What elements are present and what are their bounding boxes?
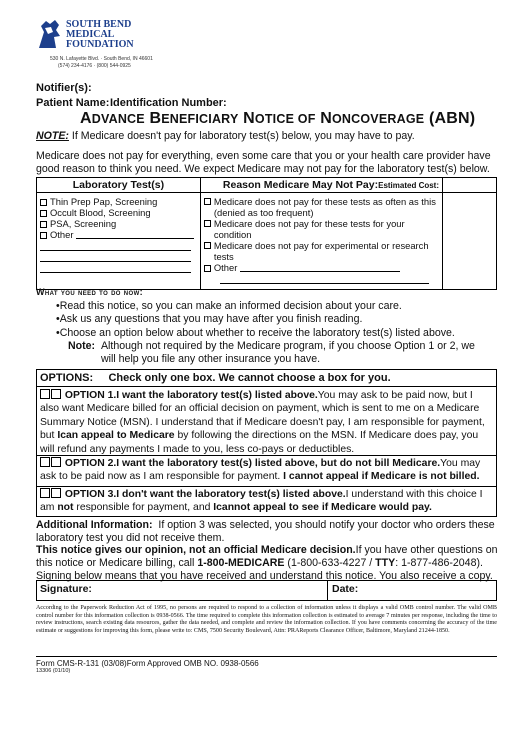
- todo-heading: What you need to do now:: [36, 287, 144, 297]
- checkbox[interactable]: [40, 232, 47, 239]
- page-title: ADVANCE BENEFICIARY NOTICE OF NONCOVERAGE (ABN): [80, 110, 476, 127]
- signature-field[interactable]: Signature:: [37, 581, 328, 600]
- option-1-checkbox[interactable]: [40, 389, 50, 399]
- options-heading: OPTIONS: Check only one box. We cannot choose a box for you.: [37, 370, 496, 387]
- todo-item: •Read this notice, so you can make an informed decision about your care.: [56, 300, 402, 312]
- col-header-tests: Laboratory Test(s): [37, 178, 201, 193]
- checkbox[interactable]: [204, 265, 211, 272]
- blank-line[interactable]: [220, 273, 429, 284]
- todo-note: Note: Although not required by the Medicare program, if you choose Option 1 or 2, we will help you file any other insurance you have.: [68, 340, 475, 366]
- col-header-reason: Reason Medicare May Not Pay:Estimated Cost:: [200, 178, 442, 193]
- test-option[interactable]: Occult Blood, Screening: [40, 207, 197, 218]
- form-footer: [36, 656, 497, 668]
- test-option-other[interactable]: Other: [40, 229, 197, 240]
- option-3-checkbox[interactable]: [51, 488, 61, 498]
- checkbox[interactable]: [204, 242, 211, 249]
- note-text: If Medicare doesn't pay for laboratory test(s) below, you may have to pay.: [71, 130, 415, 142]
- todo-item: •Choose an option below about whether to receive the laboratory test(s) listed above.: [56, 326, 455, 339]
- additional-information: Additional Information: If option 3 was selected, you should notify your doctor who orders these laboratory test you did not receive them. This notice gives our opinion, not an official Medicare decision.If you have other questions on this notice or Medicare billing, call 1-800-MEDICARE (1-800-633-4227 / TTY: 1-877-486-2048). Signing below means that you have received and understand this notice. You also receive a copy.: [36, 519, 498, 582]
- additional-info-label: Additional Information:: [36, 519, 153, 531]
- blank-line[interactable]: [40, 240, 191, 251]
- col-header-cost: Estimated Cost:: [378, 181, 440, 190]
- foundation-name: SOUTH BEND MEDICAL FOUNDATION: [66, 19, 134, 50]
- foundation-logo: [36, 14, 156, 70]
- checkbox[interactable]: [40, 210, 47, 217]
- option-3[interactable]: OPTION 3.I don't want the laboratory test(s) listed above.I understand with this choice I am not responsible for payment, and Icannot appeal to see if Medicare would pay.: [37, 486, 496, 517]
- identification-number-label: Identification Number:: [110, 97, 227, 109]
- signature-box: [36, 580, 497, 601]
- foundation-address: 530 N. Lafayette Blvd. · South Bend, IN 46601 (574) 234-4176 · (800) 544-0925: [50, 56, 153, 69]
- patient-name-label: Patient Name:: [36, 97, 110, 109]
- todo-list: [56, 300, 496, 340]
- form-number: Form CMS-R-131 (03/08): [36, 659, 127, 668]
- checkbox[interactable]: [40, 199, 47, 206]
- form-code: 13306 (01/10): [36, 668, 71, 674]
- option-3-checkbox[interactable]: [40, 488, 50, 498]
- note-line: [36, 130, 415, 143]
- blank-line[interactable]: [40, 262, 191, 273]
- reasons-cell: [200, 193, 442, 290]
- option-2-checkbox[interactable]: [51, 457, 61, 467]
- col-header-cost-cell: [443, 178, 497, 193]
- estimated-cost-cell[interactable]: [443, 193, 497, 290]
- checkbox[interactable]: [204, 220, 211, 227]
- todo-item: •Ask us any questions that you may have after you finish reading.: [56, 313, 363, 326]
- tests-cell: [37, 193, 201, 290]
- option-2[interactable]: OPTION 2.I want the laboratory test(s) listed above, but do not bill Medicare.You may ask to be paid now as I am responsible for payment. I cannot appeal if Medicare is not billed.: [37, 455, 496, 485]
- option-2-checkbox[interactable]: [40, 457, 50, 467]
- other-reason-line[interactable]: [240, 263, 400, 272]
- reason-option[interactable]: Medicare does not pay for these tests as often as this (denied as too frequent): [204, 196, 439, 218]
- reason-option[interactable]: Medicare does not pay for experimental or research tests: [204, 240, 439, 262]
- date-field[interactable]: Date:: [332, 583, 359, 595]
- options-box: [36, 369, 497, 517]
- todo-note-label: Note:: [68, 340, 96, 352]
- option-1[interactable]: OPTION 1.I want the laboratory test(s) listed above.You may ask to be paid now, but I also want Medicare billed for an official decision on payment, which is sent to me on a Medicare Summary Notice (MSN). I understand that if Medicare doesn't pay, I am responsible for payment, but Ican appeal to Medicare by following the directions on the MSN. If Medicare does pay, you will refund any payments I made to you, less co-pays or deductibles.: [40, 390, 485, 455]
- paperwork-reduction-act-notice: According to the Paperwork Reduction Act of 1995, no persons are required to respond to a collection of information unless it displays a valid OMB control number. The valid OMB control number for this information collection is 0938-0566. The time required to complete this information collection is estimated to average 7 minutes per response, including the time to review instructions, search existing data resources, gather the data needed, and complete and review the information collection. If you have comments concerning the accuracy of the time estimate or suggestions for improving this form, please write to: CMS, 7500 Security Boulevard, Attn: PRAReports Clearance Officer, Baltimore, Maryland 21244-1850.: [36, 605, 497, 634]
- notifier-label: Notifier(s):: [36, 82, 92, 94]
- option-1-checkbox[interactable]: [51, 389, 61, 399]
- test-option[interactable]: Thin Prep Pap, Screening: [40, 196, 197, 207]
- reason-option-other[interactable]: Other: [204, 262, 439, 273]
- checkbox[interactable]: [40, 221, 47, 228]
- checkbox[interactable]: [204, 198, 211, 205]
- note-label: NOTE:: [36, 130, 69, 142]
- test-option[interactable]: PSA, Screening: [40, 218, 197, 229]
- other-test-line[interactable]: [76, 230, 194, 239]
- intro-paragraph: Medicare does not pay for everything, even some care that you or your health care provider have good reason to think you need. We expect Medicare may not pay for the laboratory test(s) below.: [36, 150, 491, 175]
- foundation-logo-icon: [36, 18, 62, 50]
- reason-option[interactable]: Medicare does not pay for these tests for your condition: [204, 218, 439, 240]
- omb-number: Form Approved OMB NO. 0938-0566: [126, 659, 259, 668]
- blank-line[interactable]: [40, 251, 191, 262]
- laboratory-tests-table: [36, 177, 497, 290]
